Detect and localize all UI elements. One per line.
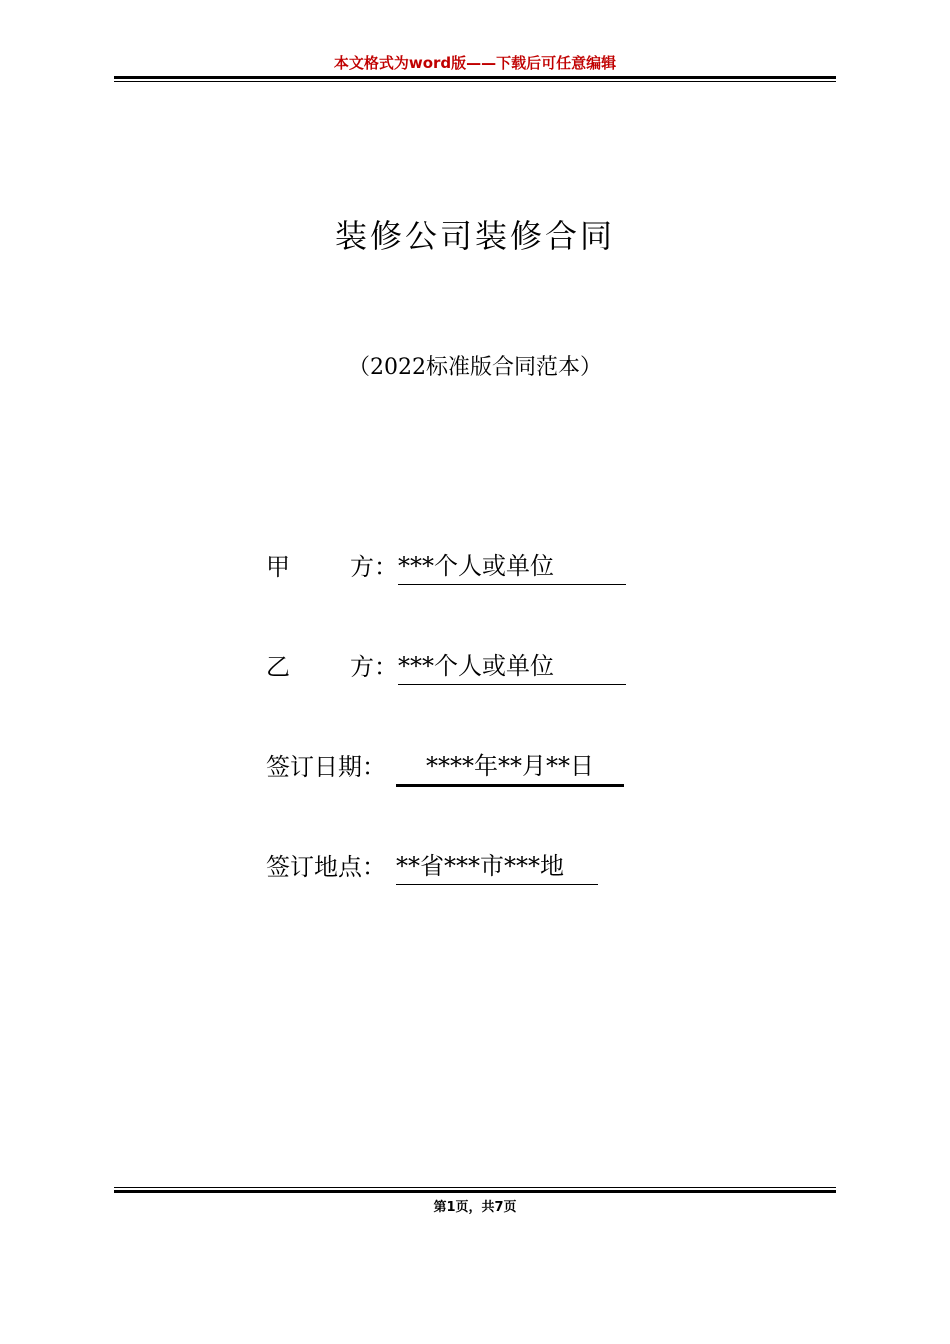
- party-a-label: [266, 550, 398, 584]
- page-number: 第1页，共7页: [433, 1200, 517, 1215]
- document-title: 装修公司装修合同: [334, 217, 615, 255]
- party-b-label-char: 乙: [266, 653, 290, 681]
- footer-rule-thick: [114, 1190, 836, 1193]
- header-rule-thin: [114, 81, 836, 82]
- document-subtitle: （2022标准版合同范本）: [348, 355, 602, 380]
- party-b-value: ***个人或单位: [398, 652, 554, 680]
- party-b-label: [266, 650, 398, 684]
- sign-date-field[interactable]: [396, 750, 624, 787]
- footer-rule-thin: [114, 1187, 836, 1188]
- header-rule-thick: [114, 76, 836, 79]
- party-a-value: ***个人或单位: [398, 552, 554, 580]
- party-b-field[interactable]: [398, 650, 626, 685]
- sign-date-label: 签订日期：: [266, 753, 386, 781]
- header-note: 本文格式为word版——下载后可任意编辑: [333, 54, 617, 72]
- sign-place-label: 签订地点：: [266, 853, 386, 881]
- party-a-label-char: 甲: [266, 553, 290, 581]
- sign-place-field[interactable]: [396, 850, 598, 885]
- sign-date-value: ****年**月**日: [426, 752, 594, 780]
- party-a-field[interactable]: [398, 550, 626, 585]
- sign-place-value: **省***市***地: [396, 852, 564, 880]
- party-a-label-suffix: 方：: [350, 553, 398, 581]
- party-b-label-suffix: 方：: [350, 653, 398, 681]
